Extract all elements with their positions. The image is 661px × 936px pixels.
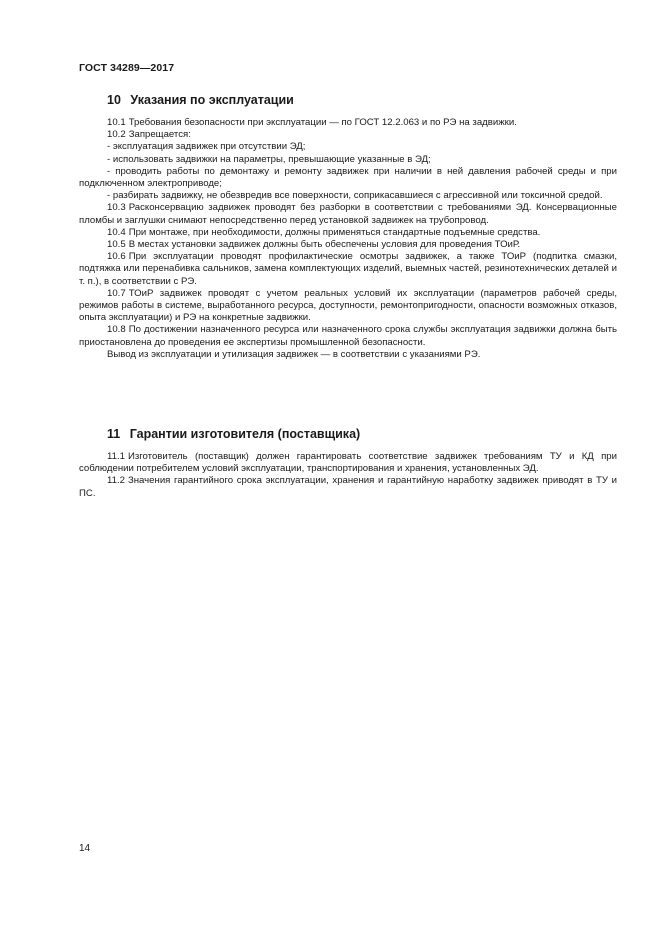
document-header-code: ГОСТ 34289—2017 xyxy=(79,62,175,74)
paragraph-text: - использовать задвижки на параметры, превышающие указанные в ЭД; xyxy=(107,153,431,165)
paragraph-text: Расконсервацию задвижек проводят без разборки в соответствии с требованиями ЭД. Консервационные пломбы и заглушки снимают непосредственно перед установкой задвижек на трубопровод. xyxy=(79,202,617,226)
section-11-title xyxy=(107,427,360,441)
paragraph-text: При монтаже, при необходимости, должны применяться стандартные подъемные средства. xyxy=(128,226,541,238)
paragraph-number: 10.6 xyxy=(107,251,126,263)
paragraph-10-2 xyxy=(79,129,617,141)
paragraph-text: Значения гарантийного срока эксплуатации, хранения и гарантийную наработку задвижек приводят в ТУ и ПС. xyxy=(79,475,617,499)
paragraph-text: Требования безопасности при эксплуатации — по ГОСТ 12.2.063 и по РЭ на задвижки. xyxy=(128,117,517,128)
paragraph-11-2 xyxy=(79,475,617,499)
section-10-body xyxy=(79,117,617,361)
list-item xyxy=(79,154,617,166)
paragraph-10-7 xyxy=(79,288,617,325)
paragraph-number: 10.1 xyxy=(107,117,126,128)
list-item xyxy=(79,190,617,202)
paragraph-number: 10.8 xyxy=(107,324,126,336)
paragraph-text: - проводить работы по демонтажу и ремонту задвижек при наличии в ней давления рабочей среды и при подключенном электроприводе; xyxy=(79,165,617,190)
paragraph-number: 11.2 xyxy=(107,475,125,487)
paragraph-text: Запрещается: xyxy=(128,129,191,141)
paragraph-10-1 xyxy=(79,117,617,129)
paragraph-number: 10.3 xyxy=(107,202,126,214)
paragraph-10-5 xyxy=(79,239,617,251)
paragraph-10-3 xyxy=(79,202,617,226)
section-number: 11 xyxy=(107,427,121,441)
section-number: 10 xyxy=(107,93,121,107)
paragraph-text: - разбирать задвижку, не обезвредив все поверхности, соприкасавшиеся с агрессивной или токсичной средой. xyxy=(107,190,603,202)
section-title-text: Гарантии изготовителя (поставщика) xyxy=(129,427,361,441)
list-item xyxy=(79,166,617,190)
paragraph-number: 10.5 xyxy=(107,239,126,251)
paragraph-text: Вывод из эксплуатации и утилизация задвижек — в соответствии с указаниями РЭ. xyxy=(107,348,481,360)
paragraph-10-6 xyxy=(79,251,617,288)
paragraph-text: По достижении назначенного ресурса или назначенного срока службы эксплуатация задвижки должна быть приостановлена до проведения ее экспертизы промышленной безопасности. xyxy=(79,324,617,348)
list-item xyxy=(79,141,617,153)
section-11-body xyxy=(79,451,617,500)
paragraph-text: Изготовитель (поставщик) должен гарантировать соответствие задвижек требованиям ТУ и КД при соблюдении потребителем условий эксплуатации, транспортирования и хранения, установленных ЭД. xyxy=(79,451,617,475)
paragraph-text: - эксплуатация задвижек при отсутствии ЭД; xyxy=(107,141,306,153)
paragraph-text: В местах установки задвижек должны быть обеспечены условия для проведения ТОиР. xyxy=(128,239,521,251)
paragraph-11-1 xyxy=(79,451,617,475)
page-number: 14 xyxy=(79,843,91,854)
paragraph-10-4 xyxy=(79,227,617,239)
section-10-title xyxy=(107,93,294,107)
section-title-text: Указания по эксплуатации xyxy=(130,93,294,107)
paragraph-number: 10.7 xyxy=(107,287,126,299)
paragraph-number: 11.1 xyxy=(107,451,125,462)
paragraph-text: ТОиР задвижек проводят с учетом реальных условий их эксплуатации (параметров рабочей среды, режимов работы в системе, выработанного ресурса, доступности, ремонтопригодности, опасности возможных отказов, опыта эксплуатации) и РЭ на конкретные задвижки. xyxy=(79,287,617,324)
paragraph-text: При эксплуатации проводят профилактические осмотры задвижек, а также ТОиР (подпитка смазки, подтяжка или перенабивка сальников, замена комплектующих изделий, выемных частей, резинотехнических деталей и т. п.), в соответствии с РЭ. xyxy=(79,251,617,287)
paragraph-number: 10.4 xyxy=(107,226,126,238)
paragraph-decommission xyxy=(79,349,617,361)
paragraph-number: 10.2 xyxy=(107,129,126,141)
paragraph-10-8 xyxy=(79,324,617,348)
